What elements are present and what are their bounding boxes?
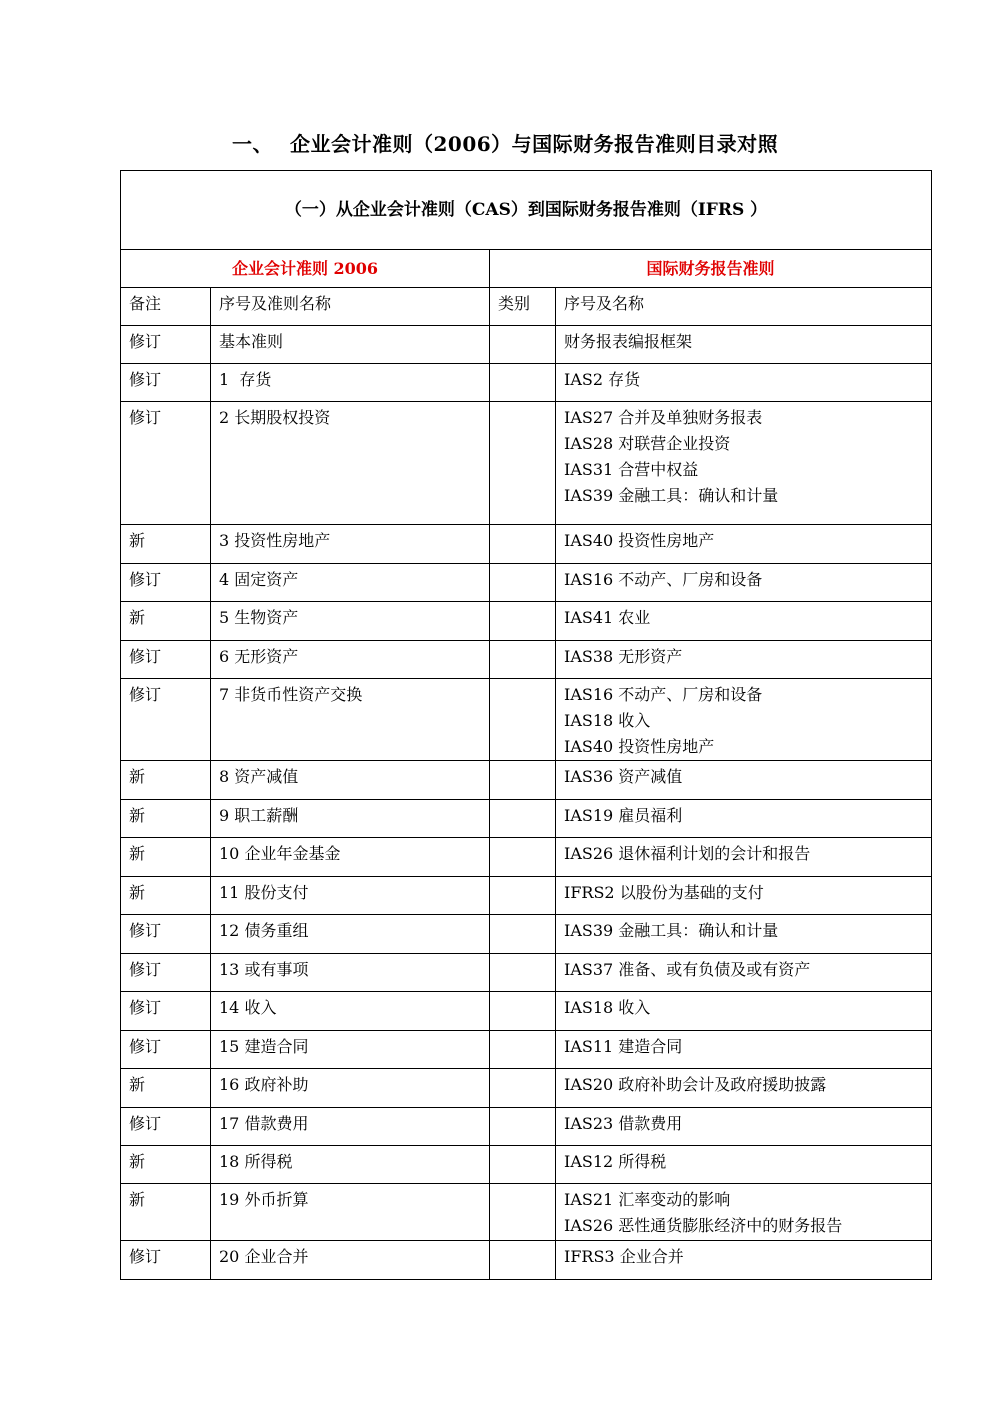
cas-standard-cell: 8 资产减值 — [211, 761, 490, 800]
category-cell — [490, 1184, 556, 1241]
ifrs-standard-cell — [556, 1069, 932, 1108]
column-header-row — [121, 288, 932, 326]
cas-standard-cell: 20 企业合并 — [211, 1241, 490, 1280]
ifrs-standard-line: IAS2 存货 — [564, 370, 641, 389]
category-cell — [490, 1108, 556, 1146]
ifrs-standard-line: IAS16 不动产、厂房和设备 — [564, 570, 763, 589]
category-cell — [490, 761, 556, 800]
note-cell: 新 — [121, 1184, 211, 1241]
table-row — [121, 326, 932, 364]
ifrs-standard-cell — [556, 1108, 932, 1146]
ifrs-standard-line: IAS12 所得税 — [564, 1152, 667, 1171]
ifrs-standard-line: IAS21 汇率变动的影响 — [564, 1190, 731, 1209]
note-cell: 新 — [121, 877, 211, 915]
ifrs-standard-cell — [556, 1031, 932, 1069]
table-row — [121, 1031, 932, 1069]
note-cell: 新 — [121, 1069, 211, 1108]
table-row — [121, 679, 932, 761]
category-cell — [490, 525, 556, 564]
ifrs-standard-line: IAS41 农业 — [564, 608, 651, 627]
ifrs-standard-line: IAS39 金融工具：确认和计量 — [564, 486, 779, 505]
ifrs-standard-line: IAS19 雇员福利 — [564, 806, 683, 825]
ifrs-standard-cell — [556, 1184, 932, 1241]
cas-group-header: 企业会计准则 2006 — [121, 250, 490, 288]
cas-standard-cell: 19 外币折算 — [211, 1184, 490, 1241]
ifrs-standard-cell — [556, 525, 932, 564]
cas-standard-cell: 基本准则 — [211, 326, 490, 364]
ifrs-standard-cell — [556, 800, 932, 838]
ifrs-standard-line: IAS11 建造合同 — [564, 1037, 683, 1056]
note-cell: 新 — [121, 761, 211, 800]
category-cell — [490, 602, 556, 641]
ifrs-standard-line: IAS18 收入 — [564, 998, 651, 1017]
ifrs-standard-cell — [556, 602, 932, 641]
table-row — [121, 402, 932, 525]
table-row — [121, 954, 932, 992]
cas-standard-cell: 15 建造合同 — [211, 1031, 490, 1069]
table-row — [121, 1069, 932, 1108]
ifrs-standard-line: IAS40 投资性房地产 — [564, 737, 715, 756]
cas-standard-cell: 18 所得税 — [211, 1146, 490, 1184]
cas-standard-cell: 11 股份支付 — [211, 877, 490, 915]
table-row — [121, 1184, 932, 1241]
ifrs-standard-line: IAS20 政府补助会计及政府援助披露 — [564, 1075, 827, 1094]
note-cell: 新 — [121, 838, 211, 877]
category-cell — [490, 992, 556, 1031]
note-cell: 修订 — [121, 564, 211, 602]
ifrs-standard-line: IAS23 借款费用 — [564, 1114, 683, 1133]
ifrs-standard-line: IAS26 恶性通货膨胀经济中的财务报告 — [564, 1216, 843, 1235]
category-cell — [490, 1146, 556, 1184]
ifrs-standard-cell — [556, 877, 932, 915]
caption-row — [121, 171, 932, 250]
note-cell: 修订 — [121, 326, 211, 364]
category-cell — [490, 564, 556, 602]
table-row — [121, 641, 932, 679]
table-row — [121, 1146, 932, 1184]
ifrs-standard-cell — [556, 679, 932, 761]
table-row — [121, 915, 932, 954]
table-row — [121, 877, 932, 915]
category-cell — [490, 364, 556, 402]
ifrs-standard-cell — [556, 1146, 932, 1184]
heading-number: 一、 — [232, 132, 273, 156]
category-cell — [490, 402, 556, 525]
ifrs-standard-cell — [556, 564, 932, 602]
ifrs-standard-line: IAS38 无形资产 — [564, 647, 683, 666]
ifrs-standard-line: IAS36 资产减值 — [564, 767, 683, 786]
heading-text: 企业会计准则（2006）与国际财务报告准则目录对照 — [290, 132, 779, 156]
ifrs-standard-line: IAS40 投资性房地产 — [564, 531, 715, 550]
table-row — [121, 992, 932, 1031]
cas-standard-cell: 17 借款费用 — [211, 1108, 490, 1146]
table-row — [121, 1241, 932, 1280]
table-row — [121, 602, 932, 641]
category-cell — [490, 915, 556, 954]
ifrs-standard-cell — [556, 915, 932, 954]
note-cell: 修订 — [121, 1031, 211, 1069]
table-row — [121, 525, 932, 564]
category-cell — [490, 641, 556, 679]
note-cell: 修订 — [121, 679, 211, 761]
cas-standard-cell: 10 企业年金基金 — [211, 838, 490, 877]
ifrs-standard-line: IFRS3 企业合并 — [564, 1247, 684, 1266]
category-cell — [490, 1031, 556, 1069]
ifrs-standard-line: IAS31 合营中权益 — [564, 460, 699, 479]
cas-standard-cell: 5 生物资产 — [211, 602, 490, 641]
note-cell: 修订 — [121, 1241, 211, 1280]
category-cell — [490, 1241, 556, 1280]
note-cell: 修订 — [121, 641, 211, 679]
cas-standard-cell: 2 长期股权投资 — [211, 402, 490, 525]
ifrs-standard-line: 财务报表编报框架 — [564, 332, 693, 351]
note-cell: 修订 — [121, 1108, 211, 1146]
ifrs-standard-cell — [556, 992, 932, 1031]
column-header-note: 备注 — [121, 288, 211, 326]
ifrs-standard-cell — [556, 326, 932, 364]
cas-standard-cell: 1 存货 — [211, 364, 490, 402]
ifrs-standard-line: IFRS2 以股份为基础的支付 — [564, 883, 764, 902]
cas-standard-cell: 13 或有事项 — [211, 954, 490, 992]
column-header-ifrs: 序号及名称 — [556, 288, 932, 326]
note-cell: 修订 — [121, 992, 211, 1031]
ifrs-standard-line: IAS16 不动产、厂房和设备 — [564, 685, 763, 704]
ifrs-standard-line: IAS39 金融工具：确认和计量 — [564, 921, 779, 940]
note-cell: 修订 — [121, 402, 211, 525]
note-cell: 修订 — [121, 915, 211, 954]
cas-standard-cell: 16 政府补助 — [211, 1069, 490, 1108]
note-cell: 修订 — [121, 954, 211, 992]
ifrs-standard-line: IAS26 退休福利计划的会计和报告 — [564, 844, 811, 863]
table-row — [121, 364, 932, 402]
ifrs-standard-cell — [556, 402, 932, 525]
note-cell: 修订 — [121, 364, 211, 402]
ifrs-standard-cell — [556, 1241, 932, 1280]
note-cell: 新 — [121, 602, 211, 641]
cas-standard-cell: 9 职工薪酬 — [211, 800, 490, 838]
cas-standard-cell: 12 债务重组 — [211, 915, 490, 954]
ifrs-standard-cell — [556, 364, 932, 402]
cas-standard-cell: 14 收入 — [211, 992, 490, 1031]
category-cell — [490, 679, 556, 761]
page-title — [232, 128, 778, 157]
group-header-row — [121, 250, 932, 288]
note-cell: 新 — [121, 1146, 211, 1184]
ifrs-standard-cell — [556, 838, 932, 877]
note-cell: 新 — [121, 525, 211, 564]
note-cell: 新 — [121, 800, 211, 838]
category-cell — [490, 800, 556, 838]
ifrs-standard-line: IAS28 对联营企业投资 — [564, 434, 731, 453]
ifrs-standard-cell — [556, 641, 932, 679]
table-row — [121, 1108, 932, 1146]
column-header-category: 类别 — [490, 288, 556, 326]
category-cell — [490, 954, 556, 992]
ifrs-standard-cell — [556, 954, 932, 992]
column-header-cas: 序号及准则名称 — [211, 288, 490, 326]
ifrs-group-header: 国际财务报告准则 — [490, 250, 932, 288]
comparison-table — [120, 170, 932, 1280]
ifrs-standard-line: IAS27 合并及单独财务报表 — [564, 408, 763, 427]
ifrs-standard-cell — [556, 761, 932, 800]
cas-standard-cell: 6 无形资产 — [211, 641, 490, 679]
category-cell — [490, 1069, 556, 1108]
table-row — [121, 800, 932, 838]
category-cell — [490, 326, 556, 364]
table-caption: （一）从企业会计准则（CAS）到国际财务报告准则（IFRS ） — [121, 171, 932, 250]
ifrs-standard-line: IAS18 收入 — [564, 711, 651, 730]
ifrs-standard-line: IAS37 准备、或有负债及或有资产 — [564, 960, 811, 979]
table-row — [121, 838, 932, 877]
table-row — [121, 564, 932, 602]
cas-standard-cell: 7 非货币性资产交换 — [211, 679, 490, 761]
cas-standard-cell: 4 固定资产 — [211, 564, 490, 602]
category-cell — [490, 877, 556, 915]
table-row — [121, 761, 932, 800]
category-cell — [490, 838, 556, 877]
cas-standard-cell: 3 投资性房地产 — [211, 525, 490, 564]
